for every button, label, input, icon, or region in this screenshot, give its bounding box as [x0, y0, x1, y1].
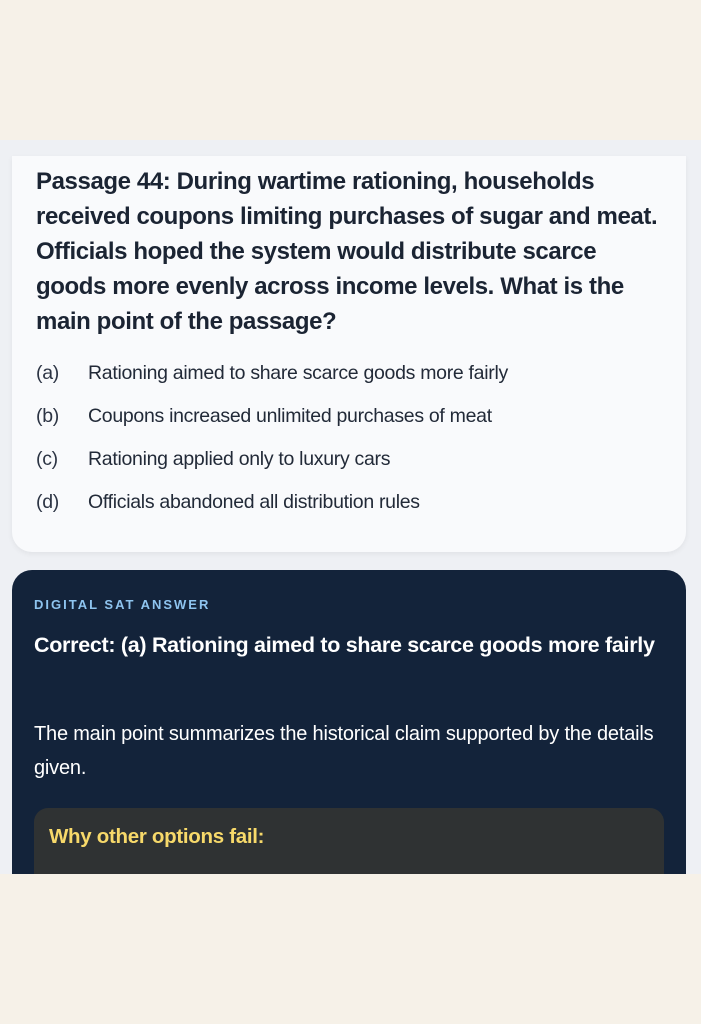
answer-explanation: The main point summarizes the historical claim supported by the details given.: [34, 723, 654, 779]
answer-kicker: DIGITAL SAT ANSWER: [34, 597, 211, 612]
option-letter: (b): [36, 405, 59, 427]
why-other-options-title: Why other options fail:: [49, 825, 265, 848]
question-text: Passage 44: During wartime rationing, households received coupons limiting purchases of sugar and meat. Officials hoped the system would distribute scarce goods more evenly across income levels. What is the main point of the passage?: [36, 168, 658, 335]
app-screen: [0, 140, 701, 874]
option-d[interactable]: [36, 481, 672, 524]
correct-answer: Correct: (a) Rationing aimed to share scarce goods more fairly: [34, 633, 655, 657]
option-letter: (c): [36, 448, 58, 470]
answer-card: [12, 570, 686, 874]
question-card: [12, 156, 686, 552]
option-letter: (d): [36, 491, 59, 513]
option-a[interactable]: [36, 352, 672, 395]
option-c[interactable]: [36, 438, 672, 481]
option-letter: (a): [36, 362, 59, 384]
why-other-options-box: [34, 808, 664, 874]
option-text: Rationing applied only to luxury cars: [88, 448, 391, 470]
option-text: Officials abandoned all distribution rules: [88, 491, 420, 513]
option-text: Coupons increased unlimited purchases of meat: [88, 405, 492, 427]
option-b[interactable]: [36, 395, 672, 438]
answer-options: [36, 352, 672, 524]
option-text: Rationing aimed to share scarce goods more fairly: [88, 362, 508, 384]
